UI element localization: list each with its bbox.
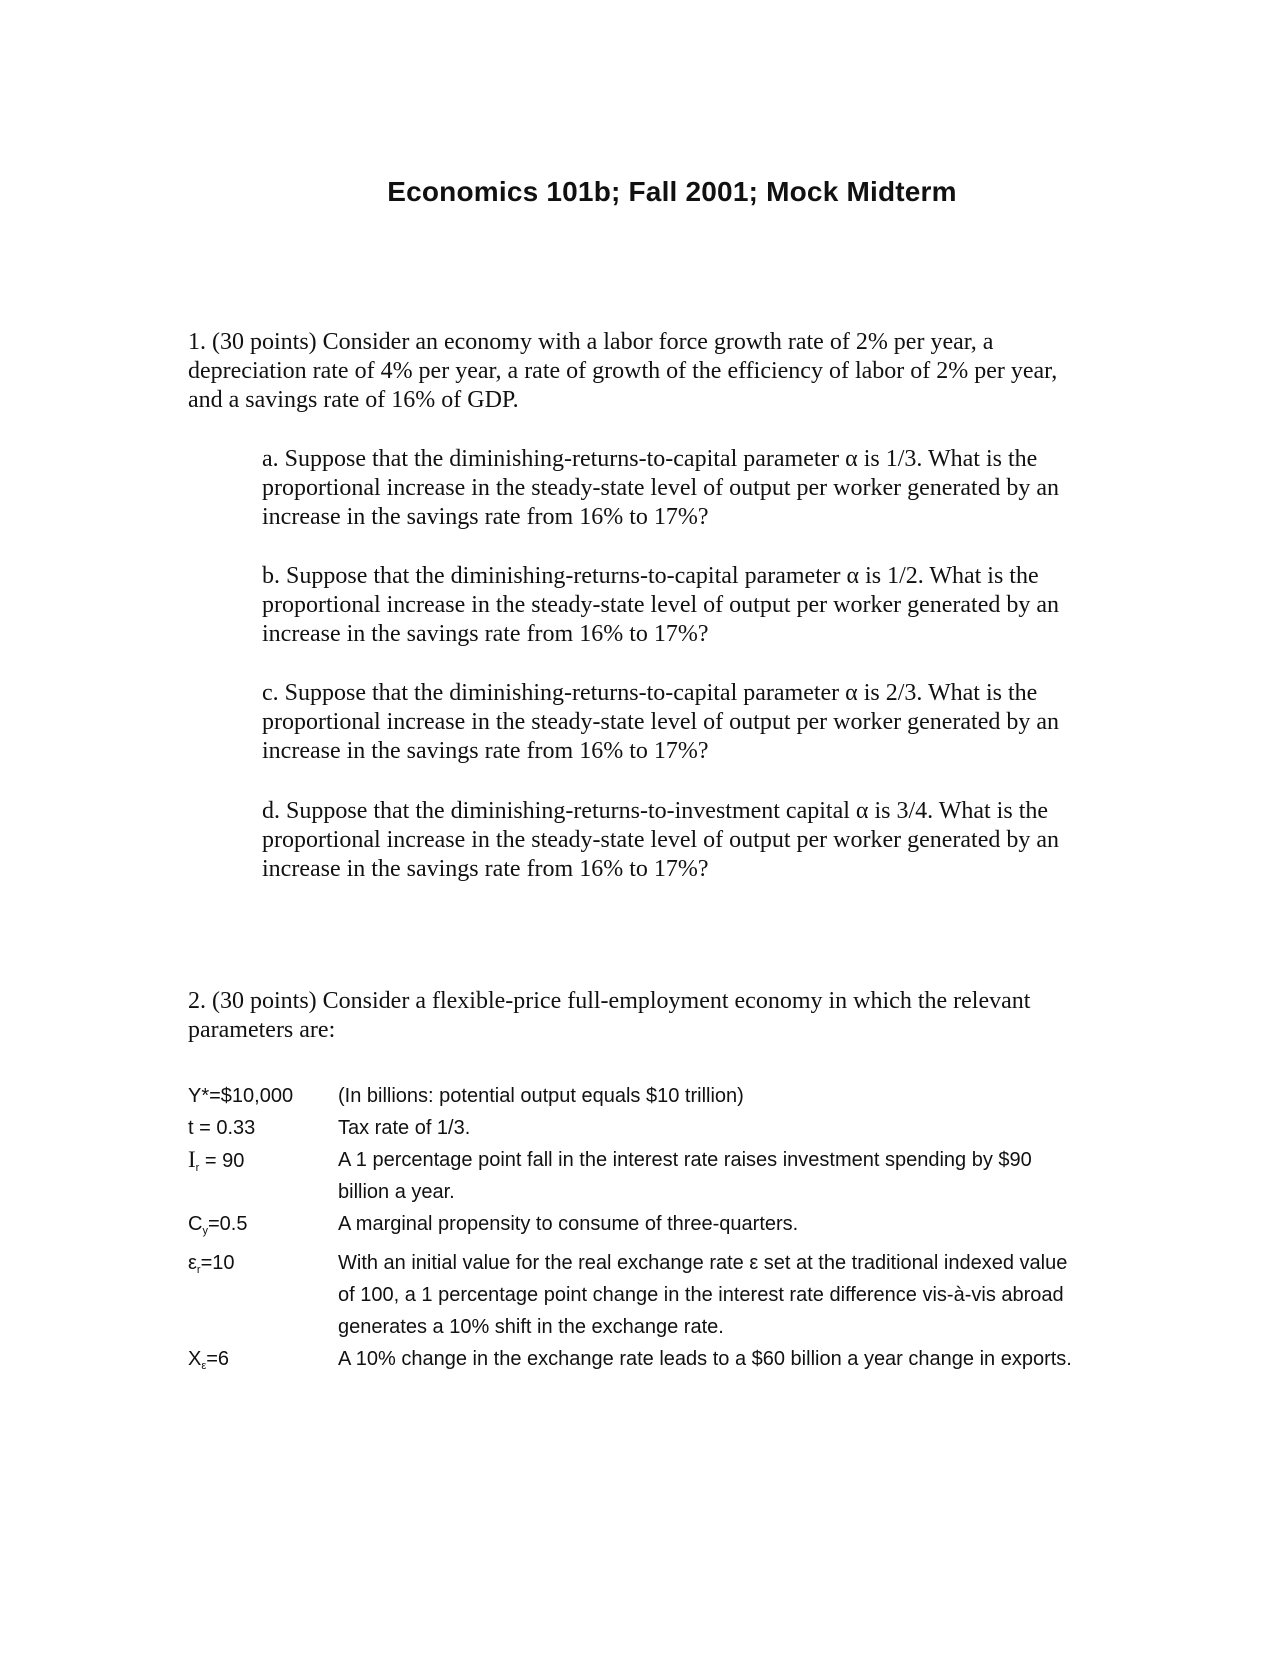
parameter-symbol: Y*=$10,000 bbox=[188, 1085, 294, 1107]
parameter-row bbox=[188, 1208, 1088, 1247]
parameter-symbol: $\varepsilon_r=10$ bbox=[188, 1252, 235, 1276]
question-1-part-c: c. Suppose that the diminishing-returns-to-capital parameter α is 2/3. What is the proportional increase in the steady-state level of output per worker generated by an increase in the savings rate from 16% to 17%? bbox=[262, 680, 1060, 764]
parameter-symbol: t = 0.33 bbox=[188, 1117, 256, 1139]
parameter-symbol: $I_r = 90$ bbox=[188, 1147, 245, 1174]
question-1-part-b: b. Suppose that the diminishing-returns-to-capital parameter α is 1/2. What is the proportional increase in the steady-state level of output per worker generated by an increase in the savings rate from 16% to 17%? bbox=[262, 563, 1060, 647]
parameter-description: A 10% change in the exchange rate leads to a $60 billion a year change in exports. bbox=[338, 1348, 1072, 1370]
parameter-row bbox=[188, 1080, 1088, 1112]
question-1-intro: 1. (30 points) Consider an economy with a labor force growth rate of 2% per year, a depreciation rate of 4% per year, a rate of growth of the efficiency of labor of 2% per year, and a savings rate of 16% of GDP. bbox=[188, 329, 1058, 413]
parameter-row bbox=[188, 1247, 1088, 1343]
question-2-intro: 2. (30 points) Consider a flexible-price full-employment economy in which the relevant parameters are: bbox=[188, 988, 1031, 1043]
question-1-part-a: a. Suppose that the diminishing-returns-to-capital parameter α is 1/3. What is the proportional increase in the steady-state level of output per worker generated by an increase in the savings rate from 16% to 17%? bbox=[262, 446, 1060, 530]
parameter-description: A 1 percentage point fall in the interest rate raises investment spending by $90 billion a year. bbox=[338, 1149, 1032, 1203]
parameter-list bbox=[188, 1080, 1088, 1382]
parameter-row bbox=[188, 1144, 1088, 1208]
parameter-description: (In billions: potential output equals $10 trillion) bbox=[338, 1085, 744, 1107]
parameter-description: With an initial value for the real exchange rate ε set at the traditional indexed value of 100, a 1 percentage point change in the interest rate difference vis-à-vis abroad generates a 10% shift in the exchange rate. bbox=[338, 1252, 1068, 1338]
parameter-description: Tax rate of 1/3. bbox=[338, 1117, 471, 1139]
parameter-symbol: $X_\varepsilon=6$ bbox=[188, 1348, 230, 1372]
question-1-part-d: d. Suppose that the diminishing-returns-to-investment capital α is 3/4. What is the proportional increase in the steady-state level of output per worker generated by an increase in the savings rate from 16% to 17%? bbox=[262, 798, 1060, 882]
page-title: Economics 101b; Fall 2001; Mock Midterm bbox=[387, 176, 957, 207]
parameter-row bbox=[188, 1343, 1088, 1382]
parameter-row bbox=[188, 1112, 1088, 1144]
parameter-description: A marginal propensity to consume of three-quarters. bbox=[338, 1213, 799, 1235]
parameter-symbol: $C_y=0.5$ bbox=[188, 1213, 248, 1237]
